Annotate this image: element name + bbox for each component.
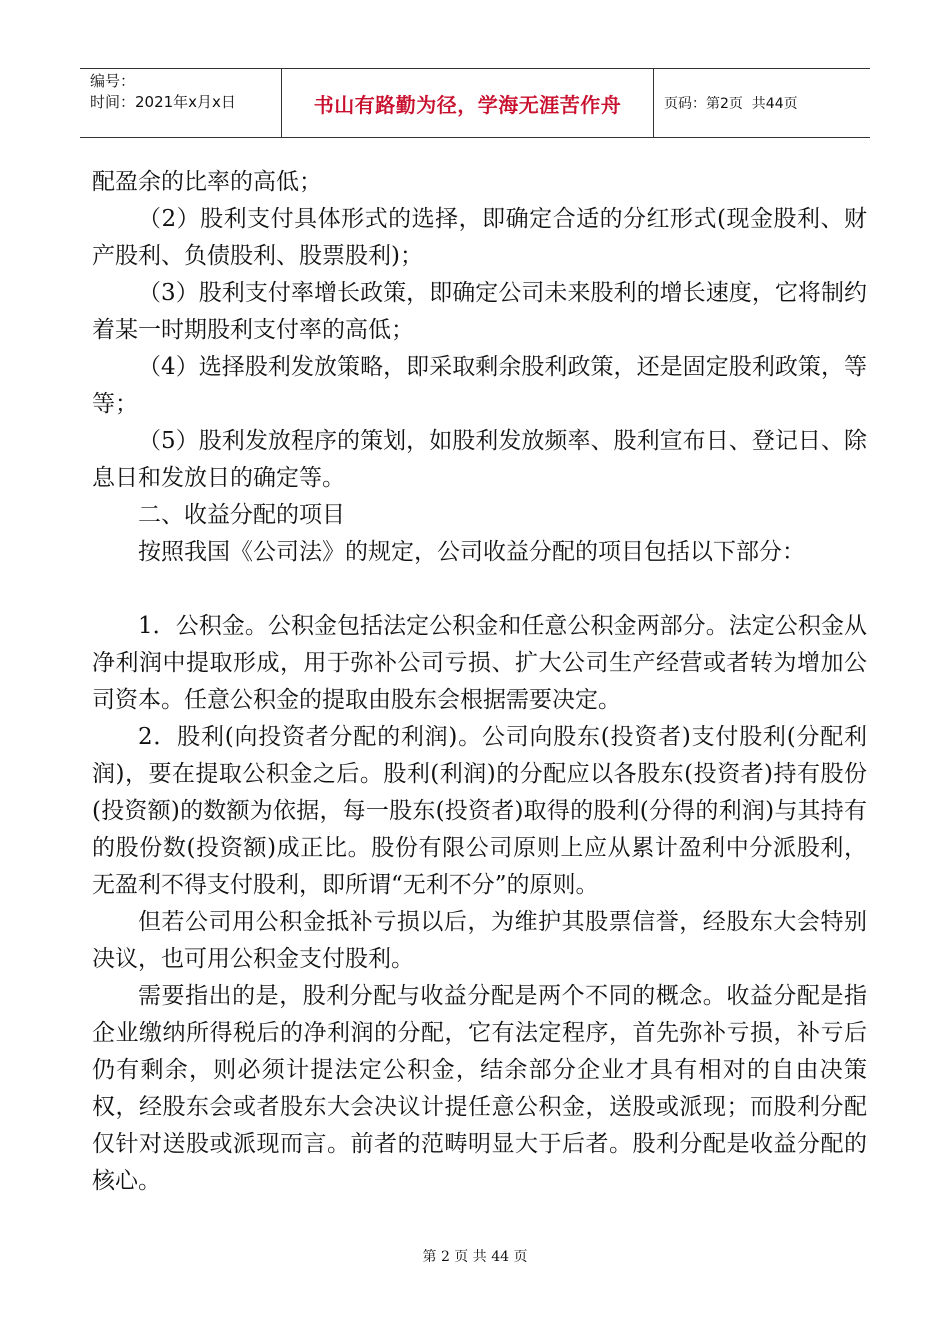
page-footer (0, 1246, 950, 1266)
section-heading: 二、收益分配的项目 (138, 502, 345, 528)
paragraph-distinction: 需要指出的是，股利分配与收益分配是两个不同的概念。收益分配是指企业缴纳所得税后的净利润的分配，它有法定程序，首先弥补亏损，补亏后仍有剩余，则必须计提法定公积金，结余部分企业才具有相对的自由决策权，经股东会或者股东大会决议计提任意公积金，送股或派现；而股利分配仅针对送股或派现而言。前者的范畴明显大于后者。股利分配是收益分配的核心。 (92, 983, 867, 1194)
paragraph-intro: 按照我国《公司法》的规定，公司收益分配的项目包括以下部分： (138, 539, 805, 565)
header-page-info: 页码：第2页 共44页 (664, 96, 798, 112)
footer-page-number: 第 2 页 共 44 页 (422, 1249, 528, 1265)
document-time-label: 时间：2021年x月x日 (90, 93, 236, 111)
paragraph-item-3: （3）股利支付率增长政策，即确定公司未来股利的增长速度，它将制约着某一时期股利支付率的高低； (92, 280, 867, 343)
paragraph-item-2: （2）股利支付具体形式的选择，即确定合适的分红形式(现金股利、财产股利、负债股利、股票股利)； (92, 206, 867, 269)
header-motto-cell (282, 69, 654, 137)
header-motto: 书山有路勤为径，学海无涯苦作舟 (313, 92, 622, 117)
header-page-info-cell (654, 69, 870, 137)
paragraph-dividends: 2．股利(向投资者分配的利润)。公司向股东(投资者)支付股利(分配利润)，要在提取公积金之后。股利(利润)的分配应以各股东(投资者)持有股份(投资额)的数额为依据，每一股东(投资者)取得的股利(分得的利润)与其持有的股份数(投资额)成正比。股份有限公司原则上应从累计盈利中分派股利，无盈利不得支付股利，即所谓“无利不分”的原则。 (92, 724, 867, 898)
document-number-label: 编号： (90, 72, 136, 90)
paragraph-continuation: 配盈余的比率的高低； (92, 169, 322, 195)
blank-line (92, 571, 867, 608)
paragraph-item-4: （4）选择股利发放策略，即采取剩余股利政策，还是固定股利政策，等等； (92, 354, 867, 417)
page-header (80, 68, 870, 138)
document-body (92, 164, 867, 1200)
header-meta (80, 69, 282, 137)
paragraph-reserve-fund: 1．公积金。公积金包括法定公积金和任意公积金两部分。法定公积金从净利润中提取形成，用于弥补公司亏损、扩大公司生产经营或者转为增加公司资本。任意公积金的提取由股东会根据需要决定。 (92, 613, 867, 713)
paragraph-item-5: （5）股利发放程序的策划，如股利发放频率、股利宣布日、登记日、除息日和发放日的确定等。 (92, 428, 867, 491)
paragraph-exception: 但若公司用公积金抵补亏损以后，为维护其股票信誉，经股东大会特别决议，也可用公积金支付股利。 (92, 909, 867, 972)
